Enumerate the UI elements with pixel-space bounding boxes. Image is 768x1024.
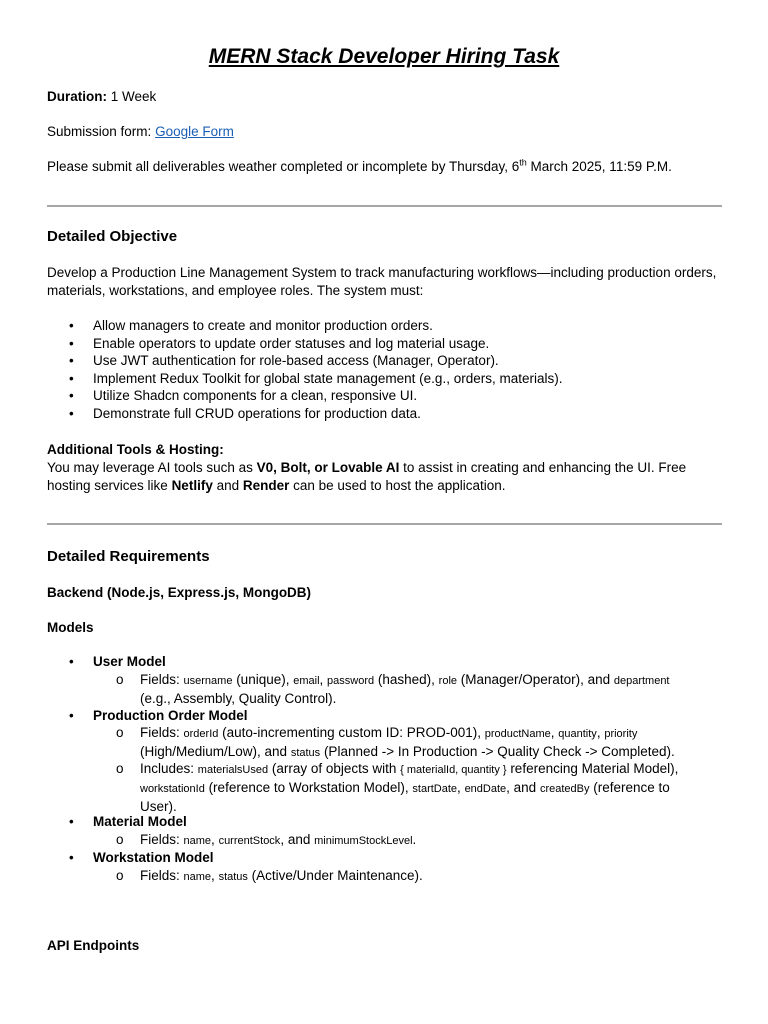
field-name: name [183,871,212,883]
objective-heading: Detailed Objective [47,228,178,245]
fields-label: Fields: [140,832,184,847]
backend-heading: Backend (Node.js, Express.js, MongoDB) [47,585,312,600]
tools-heading: Additional Tools & Hosting: [47,442,224,457]
field-name: status [218,871,248,883]
separator: , [596,725,605,740]
field-desc: (Active/Under Maintenance). [247,868,423,883]
duration-value: 1 Week [110,89,157,104]
list-item-text: Enable operators to update order statuses and log material usage. [93,335,490,351]
field-name: status [290,747,321,759]
field-desc: referencing Material Model), [506,761,679,776]
field-desc: (hashed), [374,672,439,687]
separator: , [457,780,465,795]
field-name: workstationId [140,783,205,795]
requirements-heading: Detailed Requirements [47,548,210,565]
bullet-icon: • [69,405,74,421]
field-desc: User). [140,799,177,814]
field-name: username [183,675,233,687]
deadline-text-end: March 2025, 11:59 P.M. [526,159,672,174]
tools-text-3: and [212,478,243,493]
bullet-icon: • [69,708,74,723]
list-item [47,352,727,370]
duration-line [47,88,727,106]
field-desc: (Planned -> In Production -> Quality Check -> Completed). [320,744,675,759]
field-desc: (auto-incrementing custom ID: PROD-001), [218,725,485,740]
field-name: name [183,835,212,847]
bullet-icon: • [69,318,74,333]
field-name: startDate [412,783,458,795]
list-item-text: Demonstrate full CRUD operations for production data. [93,405,421,421]
material-model-fields [140,831,726,850]
models-heading: Models [47,620,94,635]
field-name: { materialId, quantity } [400,764,507,776]
list-item [47,317,727,335]
fields-label: Fields: [140,672,184,687]
fields-label: Fields: [140,725,184,740]
bullet-icon: • [69,370,74,386]
field-name: productName [484,728,551,740]
field-name: currentStock [218,835,281,847]
workstation-model-fields [140,867,726,886]
separator: , and [280,832,315,847]
field-name: priority [604,728,638,740]
user-model-fields [140,671,726,708]
field-name: email [293,675,320,687]
bullet-icon: • [69,850,74,865]
workstation-model-title: Workstation Model [93,850,214,865]
bullet-icon: • [69,335,74,351]
list-item [47,405,727,423]
field-desc: (array of objects with [268,761,401,776]
circle-bullet-icon: o [116,832,124,847]
list-item-text: Allow managers to create and monitor production orders. [93,318,433,333]
separator: , [319,672,328,687]
tools-netlify: Netlify [171,478,213,493]
objective-intro: Develop a Production Line Management System to track manufacturing workflows—including production orders, materials, workstations, and employee roles. The system must: [47,265,717,298]
separator: , [550,725,559,740]
tools-text [47,459,727,495]
field-name: department [613,675,670,687]
field-name: endDate [464,783,507,795]
order-model-title: Production Order Model [93,708,248,723]
bullet-icon: • [69,388,74,404]
separator: , and [506,780,540,795]
field-name: quantity [558,728,597,740]
field-name: password [327,675,375,687]
divider [47,523,722,525]
list-item [47,370,727,388]
circle-bullet-icon: o [116,761,124,776]
objective-list [47,317,727,423]
tools-text-1: You may leverage AI tools such as [47,460,257,475]
field-desc: (Manager/Operator), and [457,672,614,687]
separator: , [211,832,219,847]
list-item-text: Implement Redux Toolkit for global state management (e.g., orders, materials). [93,370,563,386]
bullet-icon: • [69,353,74,369]
list-item [47,335,727,353]
field-name: minimumStockLevel [314,835,413,847]
circle-bullet-icon: o [116,672,124,687]
list-item-text: Utilize Shadcn components for a clean, responsive UI. [93,388,418,404]
api-heading: API Endpoints [47,938,140,953]
tools-text-4: can be used to host the application. [289,478,506,493]
deadline-text: Please submit all deliverables weather completed or incomplete by Thursday, 6 [47,159,520,174]
includes-label: Includes: [140,761,198,776]
page-title: MERN Stack Developer Hiring Task [208,45,560,68]
field-name: materialsUsed [197,764,269,776]
bullet-icon: • [69,654,74,669]
fields-label: Fields: [140,868,184,883]
circle-bullet-icon: o [116,725,124,740]
tools-ai-names: V0, Bolt, or Lovable AI [256,460,400,475]
order-model-fields [140,724,726,762]
field-name: role [438,675,458,687]
submission-label: Submission form: [47,124,152,139]
bullet-icon: • [69,814,74,829]
user-model-title: User Model [93,654,166,669]
deadline-sup: th [519,157,527,168]
field-desc: (e.g., Assembly, Quality Control). [140,691,337,706]
circle-bullet-icon: o [116,868,124,883]
field-desc: (unique), [232,672,294,687]
list-item-text: Use JWT authentication for role-based access (Manager, Operator). [93,353,499,369]
field-desc: (reference to Workstation Model), [204,780,413,795]
divider [47,205,722,207]
field-name: createdBy [539,783,590,795]
separator: . [412,832,417,847]
tools-render: Render [242,478,290,493]
list-item [47,387,727,405]
material-model-title: Material Model [93,814,187,829]
field-name: orderId [183,728,219,740]
separator: , [211,868,219,883]
submission-line [47,123,727,141]
tools-text-2: to assist in creating and enhancing the UI. Free hosting services like [47,460,687,493]
order-model-includes [140,760,726,816]
deadline-line [47,158,727,176]
field-desc: (High/Medium/Low), and [140,744,291,759]
duration-label: Duration: [47,89,107,104]
google-form-link[interactable]: Google Form [155,124,234,139]
field-desc: (reference to [589,780,670,795]
